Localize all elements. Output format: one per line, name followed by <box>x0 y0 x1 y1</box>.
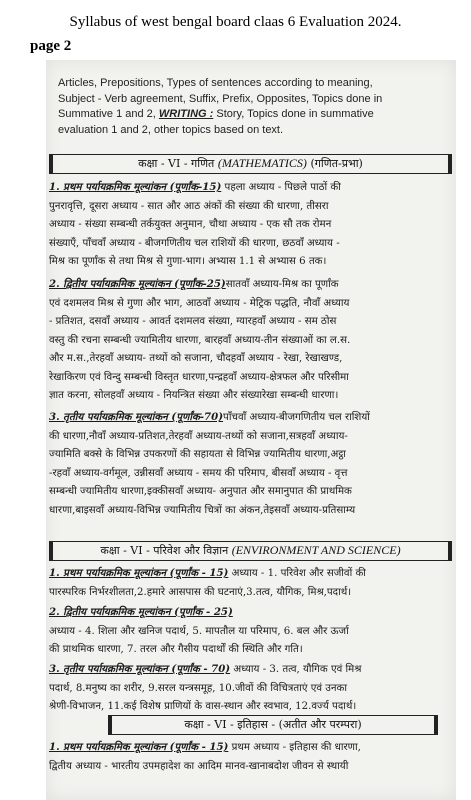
env-header: कक्षा - VI - परिवेश और विज्ञान (ENVIRONMENT AND SCIENCE) <box>49 541 452 561</box>
section-label: 1. प्रथम पर्यायक्रमिक मूल्यांकन (पूर्णांक - 15) <box>49 567 229 579</box>
math-section-2: 2. द्वितीय पर्यायक्रमिक मूल्यांकन (पूर्णांक-25)सातवाँ अध्याय-मिश्र का पूर्णांक एवं दशमलव मिश्र से गुणा और भाग, आठवाँ अध्याय - मेट्रिक पद्धति, नौवाँ अध्याय - प्रतिशत, दसवाँ अध्याय - आवर्त दशमलव संख्या, ग्यारहवाँ अध्याय - सम ठोस वस्तु की रचना सम्बन्धी ज्यामितीय धारणा, बारहवाँ अध्याय-तीन संख्याओं का ल.स. और म.स.,तेरहवाँ अध्याय- तथ्यों को सजाना, चौदहवाँ अध्याय - रेखा, रेखाखण्ड, रेखाकिरण एवं विन्दु सम्बन्धी विस्तृत धारणा,पन्द्रहवाँ अध्याय-क्षेत्रफल और परिसीमा ज्ञात करना, सोलहवाँ अध्याय - नियन्त्रित संख्या और संख्यारेखा सम्बन्धी धारणा। <box>49 278 351 401</box>
section-label: 3. तृतीय पर्यायक्रमिक मूल्यांकन (पूर्णांक - 70) <box>49 663 231 675</box>
env-section-1: 1. प्रथम पर्यायक्रमिक मूल्यांकन (पूर्णांक - 15) अध्याय - 1. परिवेश और सजीवों की पारस्परिक निर्भरशीलता,2.हमारे आसपास की घटनाएं,3.तत्व, यौगिक, मिश्र,पदार्थ। <box>49 567 366 598</box>
intro-line: Subject - Verb agreement, Suffix, Prefix, Opposites, Topics done in <box>58 92 383 105</box>
english-intro <box>58 76 450 138</box>
math-section-3: 3. तृतीय पर्यायक्रमिक मूल्यांकन (पूर्णांक-70)पाँचवाँ अध्याय-बीजगणितीय चल राशियों की धारणा,नौवाँ अध्याय-प्रतिशत,तेरहवाँ अध्याय-तथ्यों को सजाना,सत्रहवाँ अध्याय- ज्यामिति बक्से के विभिन्न उपकरणों की सहायता से विभिन्न ज्यामितीय धारणा,अट्ठा -रहवाँ अध्याय-वर्गमूल, उन्नीसवाँ अध्याय - समय की परिमाप, बीसवाँ अध्याय - वृत्त सम्बन्धी ज्यामितीय धारणा,इक्कीसवाँ अध्याय- अनुपात और समानुपात की प्राथमिक धारणा,बाइसवाँ अध्याय-विभिन्न ज्यामितीय चित्रों का अंकन,तेइसवाँ अध्याय-प्रतिसाम्य <box>49 411 370 516</box>
section-label: 2. द्वितीय पर्यायक्रमिक मूल्यांकन (पूर्णांक-25) <box>49 278 226 290</box>
env-section-3: 3. तृतीय पर्यायक्रमिक मूल्यांकन (पूर्णांक - 70) अध्याय - 3. तत्व, यौगिक एवं मिश्र पदार्थ, 8.मनुष्य का शरीर, 9.सरल यन्त्रसमूह, 10.जीवों की विचित्रताएं एवं उनका श्रेणी-विभाजन, 11.कई विशेष प्राणियों के वास-स्थान और स्वभाव, 12.वर्ज्य पदार्थ। <box>49 663 362 712</box>
section-label: 2. द्वितीय पर्यायक्रमिक मूल्यांकन (पूर्णांक - 25) <box>49 606 233 618</box>
math-section-1: 1. प्रथम पर्यायक्रमिक मूल्यांकन (पूर्णांक-15) पहला अध्याय - पिछले पाठों की पुनरावृत्ति, दूसरा अध्याय - सात और आठ अंकों की संख्या की धारणा, तीसरा अध्याय - संख्या सम्बन्धी तर्कयुक्त अनुमान, चौथा अध्याय - एक सौ तक रोमन संख्याएँ, पाँचवाँ अध्याय - बीजगणितीय चल राशियों की धारणा, छठवाँ अध्याय - मिश्र का पूर्णांक से तथा मिश्र से गुणा-भाग। अभ्यास 1.1 से अभ्यास 6 तक। <box>49 181 341 267</box>
env-section-2: 2. द्वितीय पर्यायक्रमिक मूल्यांकन (पूर्णांक - 25) अध्याय - 4. शिला और खनिज पदार्थ, 5. मापतौल या परिमाप, 6. बल और ऊर्जा की प्राथमिक धारणा, 7. तरल और गैसीय पदार्थों की स्थिति और गति। <box>49 606 349 655</box>
intro-line: Articles, Prepositions, Types of sentences according to meaning, <box>58 77 373 89</box>
page-label: page 2 <box>30 38 72 54</box>
intro-line: evaluation 1 and 2, other topics based on text. <box>58 123 284 136</box>
section-label: 1. प्रथम पर्यायक्रमिक मूल्यांकन (पूर्णांक-15) <box>49 181 222 193</box>
math-header: कक्षा - VI - गणित (MATHEMATICS) (गणित-प्रभा) <box>49 154 452 174</box>
intro-line: Summative 1 and 2, WRITING : Story, Topics done in summative <box>58 108 374 121</box>
section-label: 1. प्रथम पर्यायक्रमिक मूल्यांकन (पूर्णांक - 15) <box>49 741 229 753</box>
writing-label: WRITING : <box>158 108 214 121</box>
document-title: Syllabus of west bengal board claas 6 Evaluation 2024. <box>69 14 402 30</box>
history-header: कक्षा - VI - इतिहास - (अतीत और परम्परा) <box>108 715 438 735</box>
section-label: 3. तृतीय पर्यायक्रमिक मूल्यांकन (पूर्णांक-70) <box>49 411 224 423</box>
history-section-1: 1. प्रथम पर्यायक्रमिक मूल्यांकन (पूर्णांक - 15) प्रथम अध्याय - इतिहास की धारणा, द्वितीय अध्याय - भारतीय उपमहादेश का आदिम मानव-खानाबदोश जीवन से स्थायी <box>49 741 361 772</box>
